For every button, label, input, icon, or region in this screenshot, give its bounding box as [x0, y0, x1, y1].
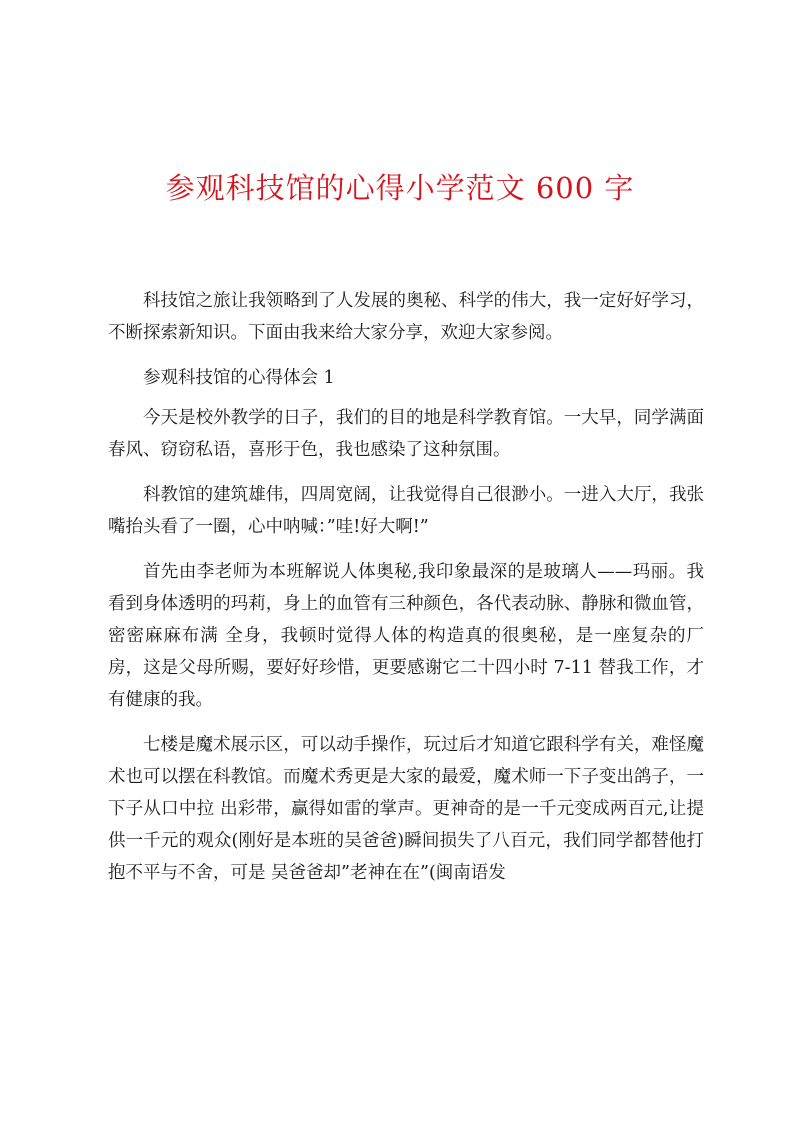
body-paragraph: 七楼是魔术展示区，可以动手操作，玩过后才知道它跟科学有关，难怪魔术也可以摆在科教馆。而魔术秀更是大家的最爱，魔术师一下子变出鸽子，一下子从口中拉 出彩带，赢得如雷的掌声。更神奇的是一千元变成两百元,让提供一千元的观众(刚好是本班的吴爸爸)瞬间损失了八百元，我们同学都替他打抱不平与不舍，可是 吴爸爸却”老神在在”(闽南语发 [108, 735, 704, 883]
intro-paragraph: 科技馆之旅让我领略到了人发展的奥秘、科学的伟大，我一定好好学习，不断探索新知识。下面由我来给大家分享，欢迎大家参阅。 [108, 291, 704, 343]
document-title: 参观科技馆的心得小学范文 600 字 [165, 171, 635, 205]
section-heading: 参观科技馆的心得体会 1 [143, 368, 335, 388]
body-paragraph: 首先由李老师为本班解说人体奥秘,我印象最深的是玻璃人——玛丽。我看到身体透明的玛莉，身上的血管有三种颜色，各代表动脉、静脉和微血管，密密麻麻布满 全身，我顿时觉得人体的构造真的很奥秘，是一座复杂的厂房，这是父母所赐，要好好珍惜，更要感谢它二十四小时 7-11 替我工作，才有健康的我。 [108, 562, 704, 710]
document-body [108, 285, 704, 902]
body-paragraph: 科教馆的建筑雄伟，四周宽阔，让我觉得自己很渺小。一进入大厅，我张嘴抬头看了一圈，心中呐喊：”哇!好大啊!” [108, 485, 704, 537]
body-paragraph: 今天是校外教学的日子，我们的目的地是科学教育馆。一大早，同学满面春风、窃窃私语，喜形于色，我也感染了这种氛围。 [108, 408, 704, 460]
